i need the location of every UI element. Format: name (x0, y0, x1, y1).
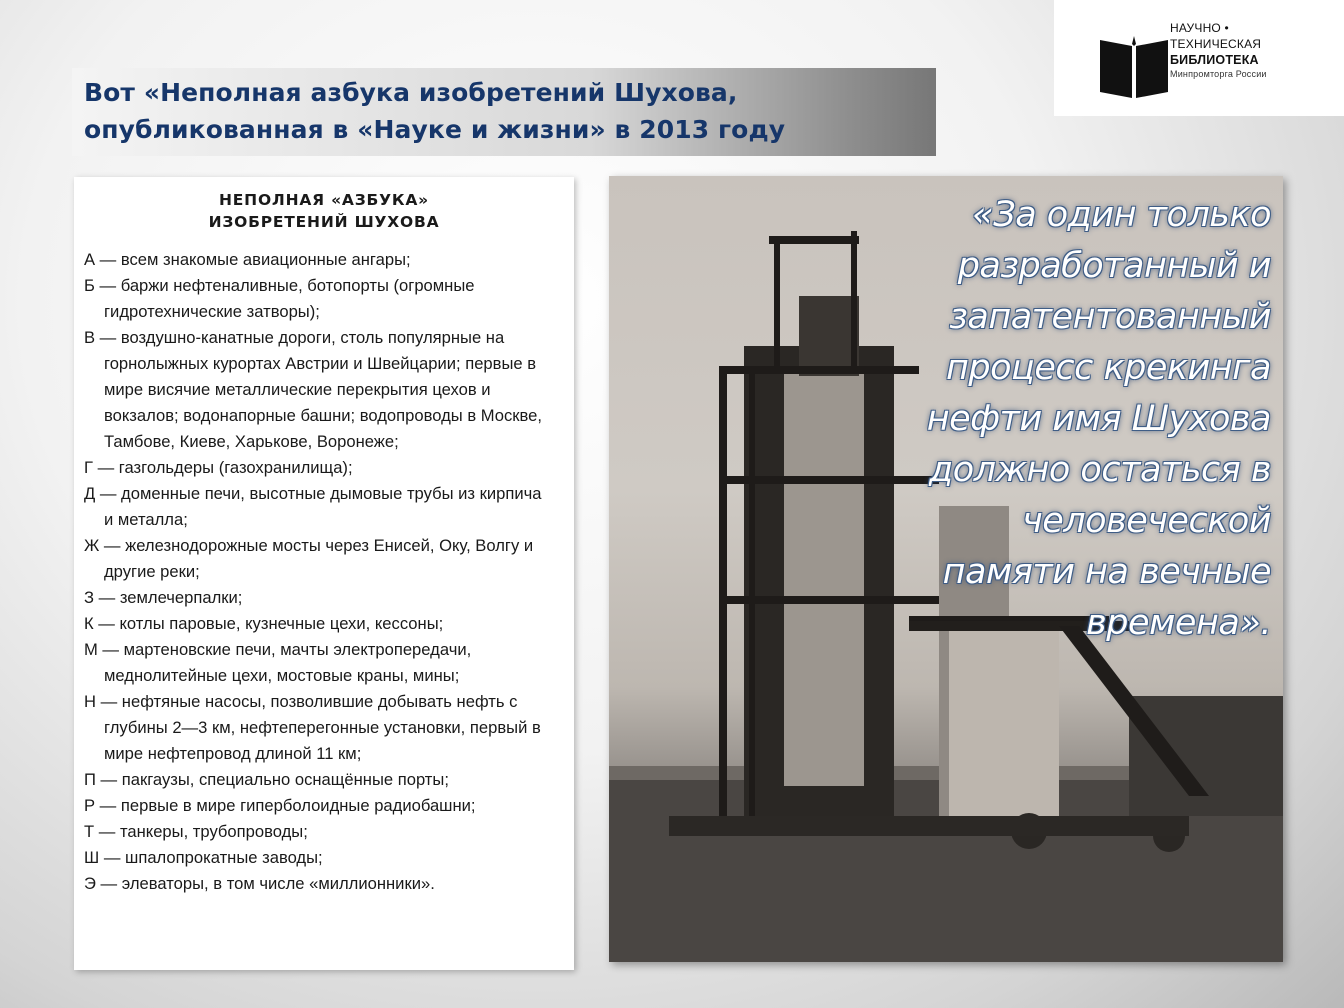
list-item: Д — доменные печи, высотные дымовые трубы из кирпича и металла; (84, 484, 542, 529)
quote-line: нефти имя Шухова (926, 399, 1271, 439)
shukhov-quote (811, 190, 1271, 649)
alphabet-document (74, 177, 574, 970)
list-item: П — пакгаузы, специально оснащённые порты; (84, 770, 449, 789)
list-item: А — всем знакомые авиационные ангары; (84, 250, 411, 269)
list-item: Ж — железнодорожные мосты через Енисей, Оку, Волгу и другие реки; (84, 536, 534, 581)
logo-line-2: ТЕХНИЧЕСКАЯ (1170, 37, 1262, 51)
library-logo (1054, 0, 1344, 116)
quote-line: должно остаться в (929, 450, 1271, 490)
quote-line: «За один только (972, 195, 1271, 235)
open-book-icon (1100, 36, 1168, 98)
list-item: В — воздушно-канатные дороги, столь популярные на горнолыжных курортах Австрии и Швейцарии; первые в мире висячие металлические перекрытия цехов и вокзалов; водонапорные башни; водопроводы в Москве, Тамбове, Киеве, Харькове, Воронеже; (84, 328, 543, 451)
list-item: К — котлы паровые, кузнечные цехи, кессоны; (84, 614, 444, 633)
quote-line: процесс крекинга (946, 348, 1271, 388)
list-item: Ш — шпалопрокатные заводы; (84, 848, 323, 867)
list-item: Г — газгольдеры (газохранилища); (84, 458, 353, 477)
quote-line: человеческой (1022, 501, 1271, 541)
cracking-plant-photo (609, 176, 1283, 962)
inventions-list (84, 247, 548, 897)
list-item: М — мартеновские печи, мачты электропередачи, меднолитейные цехи, мостовые краны, мины; (84, 640, 472, 685)
title-band (72, 68, 936, 156)
logo-line-1: НАУЧНО • (1170, 21, 1229, 35)
document-heading-line-1: НЕПОЛНАЯ «АЗБУКА» (219, 191, 429, 209)
list-item: Э — элеваторы, в том числе «миллионники». (84, 874, 435, 893)
slide-title (84, 74, 926, 148)
quote-line: памяти на вечные (942, 552, 1271, 592)
document-heading-line-2: ИЗОБРЕТЕНИЙ ШУХОВА (208, 213, 440, 231)
quote-line: разработанный и (957, 246, 1271, 286)
title-line-2: опубликованная в «Науке и жизни» в 2013 году (84, 115, 786, 144)
quote-line: запатентованный (949, 297, 1271, 337)
logo-text (1170, 20, 1267, 80)
document-heading (74, 189, 574, 233)
list-item: Н — нефтяные насосы, позволившие добывать нефть с глубины 2—3 км, нефтеперегонные установки, первый в мире нефтепровод длиной 11 км; (84, 692, 541, 763)
logo-line-4: Минпромторга России (1170, 69, 1267, 79)
title-line-1: Вот «Неполная азбука изобретений Шухова, (84, 78, 738, 107)
logo-line-3: БИБЛИОТЕКА (1170, 53, 1259, 67)
list-item: З — землечерпалки; (84, 588, 243, 607)
list-item: Р — первые в мире гиперболоидные радиобашни; (84, 796, 476, 815)
list-item: Б — баржи нефтеналивные, ботопорты (огромные гидротехнические затворы); (84, 276, 475, 321)
quote-line: времена». (1086, 603, 1271, 643)
list-item: Т — танкеры, трубопроводы; (84, 822, 308, 841)
